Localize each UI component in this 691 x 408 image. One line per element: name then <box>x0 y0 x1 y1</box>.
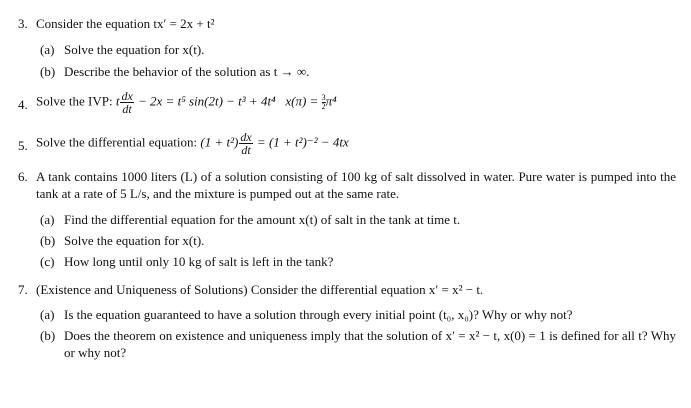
initial-condition-lhs: x(π) = <box>285 93 319 109</box>
fraction-numerator: dx <box>121 89 133 103</box>
problem-number: 7. <box>18 282 28 297</box>
part-text: Solve the equation for x(t). <box>64 42 205 57</box>
fraction-denominator: dt <box>122 102 132 116</box>
part-label: (a) <box>40 212 55 227</box>
statement-prefix: Solve the IVP: <box>36 93 113 109</box>
fraction-numerator: dx <box>240 130 252 144</box>
problem-number: 4. <box>18 97 28 112</box>
part-text: Does the theorem on existence and uniqueness imply that the solution of x′ = x² − t, x(0) = 1 is defined for all t? Why or why not? <box>64 328 676 360</box>
problem-statement: (Existence and Uniqueness of Solutions) Consider the differential equation x′ = x² − t. <box>36 282 484 297</box>
fraction-denominator: dt <box>241 143 251 157</box>
part-text: How long until only 10 kg of salt is left in the tank? <box>64 254 334 269</box>
problem-number: 5. <box>18 138 28 153</box>
problem-statement: A tank contains 1000 liters (L) of a solution consisting of 100 kg of salt dissolved in water. Pure water is pumped into the tank at a rate of 5 L/s, and the mixture is pumped out at the same rate. <box>36 169 676 201</box>
problem-statement <box>36 131 676 156</box>
problem-number: 3. <box>18 16 28 31</box>
derivative-fraction <box>120 90 133 115</box>
part-label: (b) <box>40 328 56 343</box>
ode-coefficient: t <box>115 93 120 109</box>
part-label: (c) <box>40 254 55 269</box>
part-label: (b) <box>40 233 56 248</box>
ode-rhs: − 2x = t⁵ sin(2t) − t³ + 4t⁴ <box>138 93 276 109</box>
problem-statement: Consider the equation tx′ = 2x + t² <box>36 16 215 31</box>
part-text: Describe the behavior of the solution as t → ∞. <box>64 64 310 79</box>
problem-number: 6. <box>18 169 28 184</box>
part-text: Solve the equation for x(t). <box>64 233 205 248</box>
part-label: (a) <box>40 42 55 57</box>
statement-prefix: Solve the differential equation: <box>36 134 198 150</box>
problem-statement <box>36 90 676 115</box>
part-label: (b) <box>40 64 56 79</box>
derivative-fraction <box>239 131 252 156</box>
part-text: Is the equation guaranteed to have a solution through every initial point (t₀, x₀)? Why or why not? <box>64 307 573 322</box>
fraction-numerator: 3 <box>321 93 326 102</box>
part-label: (a) <box>40 307 55 322</box>
part-text: Find the differential equation for the amount x(t) of salt in the tank at time t. <box>64 212 461 227</box>
ode-coefficient: (1 + t²) <box>200 134 239 150</box>
ode-rhs: = (1 + t²)⁻² − 4tx <box>256 134 349 150</box>
initial-condition-tail: π⁴ <box>325 93 337 109</box>
fraction-denominator: 2 <box>321 102 326 111</box>
